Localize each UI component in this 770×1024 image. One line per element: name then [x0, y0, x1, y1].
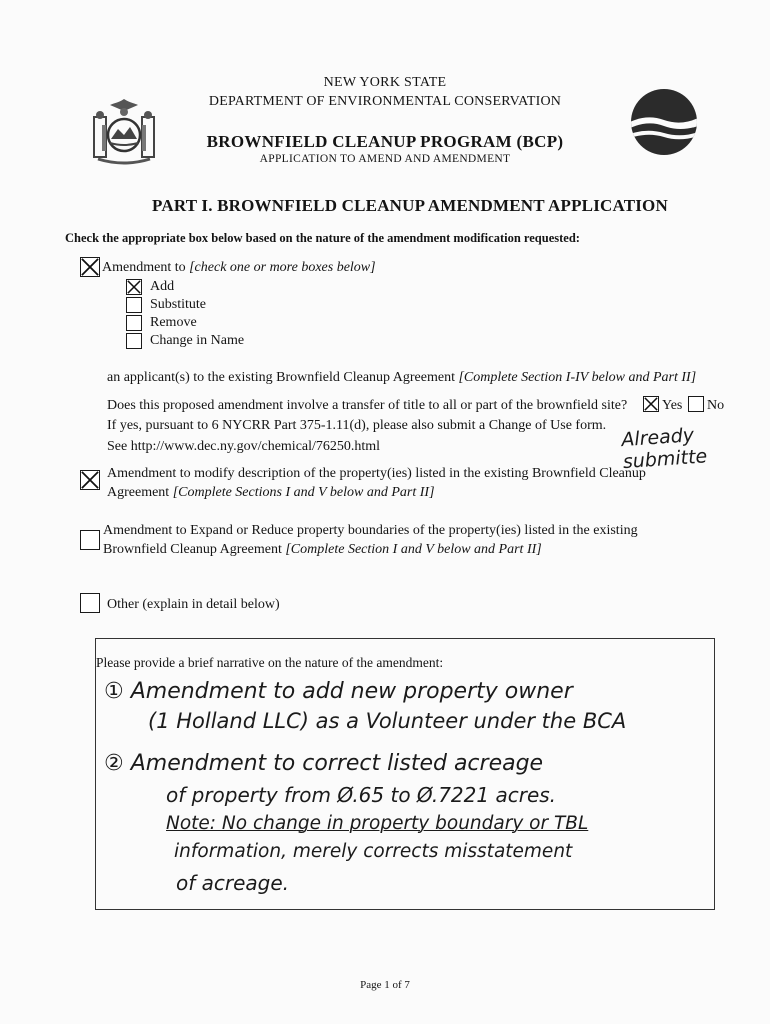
- transfer-note-line1: If yes, pursuant to 6 NYCRR Part 375-1.11(d), please also submit a Change of Use form.: [107, 418, 607, 433]
- option-change-name-label: Change in Name: [150, 333, 245, 348]
- applicant-line: an applicant(s) to the existing Brownfield Cleanup Agreement [Complete Section I-IV below and Part II]: [107, 370, 697, 385]
- option-add-label: Add: [150, 279, 175, 294]
- agency-department: DEPARTMENT OF ENVIRONMENTAL CONSERVATION: [208, 94, 562, 109]
- option-substitute-label: Substitute: [150, 297, 207, 312]
- modify-description-checkbox[interactable]: [80, 470, 100, 490]
- narrative-line-5: Note: No change in property boundary or TBL: [166, 813, 589, 834]
- handwritten-already-submitted: Already submitte: [620, 424, 708, 474]
- program-subtitle: APPLICATION TO AMEND AND AMENDMENT: [259, 153, 511, 165]
- narrative-box[interactable]: [95, 638, 715, 910]
- page-number: Page 1 of 7: [360, 979, 410, 991]
- narrative-line-2: (1 Holland LLC) as a Volunteer under the BCA: [148, 709, 627, 733]
- amend-to-checkbox[interactable]: [80, 257, 100, 277]
- transfer-yes-label: Yes: [662, 398, 683, 413]
- other-label: Other (explain in detail below): [107, 597, 280, 612]
- other-checkbox[interactable]: [80, 593, 100, 613]
- expand-reduce-line1: Amendment to Expand or Reduce property boundaries of the property(ies) listed in the existing: [103, 523, 638, 538]
- narrative-line-4: of property from Ø.65 to Ø.7221 acres.: [166, 783, 557, 807]
- agency-state: NEW YORK STATE: [323, 75, 447, 90]
- expand-reduce-line2: Brownfield Cleanup Agreement [Complete Section I and V below and Part II]: [103, 542, 542, 557]
- option-remove-label: Remove: [150, 315, 197, 330]
- transfer-yes-checkbox[interactable]: [643, 396, 659, 412]
- narrative-line-6: information, merely corrects misstatement: [174, 841, 573, 862]
- modify-description-line1: Amendment to modify description of the property(ies) listed in the existing Brownfield Cleanup: [107, 466, 646, 481]
- option-remove-checkbox[interactable]: [126, 315, 142, 331]
- narrative-line-3: ② Amendment to correct listed acreage: [104, 751, 544, 776]
- amend-to-label: Amendment to [check one or more boxes below]: [102, 260, 376, 275]
- narrative-line-7: of acreage.: [176, 871, 290, 895]
- narrative-prompt: Please provide a brief narrative on the nature of the amendment:: [96, 655, 444, 670]
- instruction-text: Check the appropriate box below based on the nature of the amendment modification requested:: [65, 231, 580, 245]
- option-add-checkbox[interactable]: [126, 279, 142, 295]
- program-title: BROWNFIELD CLEANUP PROGRAM (BCP): [206, 132, 564, 151]
- transfer-question: Does this proposed amendment involve a transfer of title to all or part of the brownfield site?: [107, 398, 628, 413]
- modify-description-line2: Agreement [Complete Sections I and V below and Part II]: [107, 485, 435, 500]
- dec-logo: [630, 88, 698, 156]
- transfer-no-label: No: [707, 398, 725, 413]
- expand-reduce-checkbox[interactable]: [80, 530, 100, 550]
- narrative-line-1: ① Amendment to add new property owner: [104, 679, 573, 704]
- option-substitute-checkbox[interactable]: [126, 297, 142, 313]
- option-change-name-checkbox[interactable]: [126, 333, 142, 349]
- transfer-note-link[interactable]: See http://www.dec.ny.gov/chemical/76250.html: [107, 439, 381, 454]
- transfer-no-checkbox[interactable]: [688, 396, 704, 412]
- part-title: PART I. BROWNFIELD CLEANUP AMENDMENT APPLICATION: [152, 196, 668, 215]
